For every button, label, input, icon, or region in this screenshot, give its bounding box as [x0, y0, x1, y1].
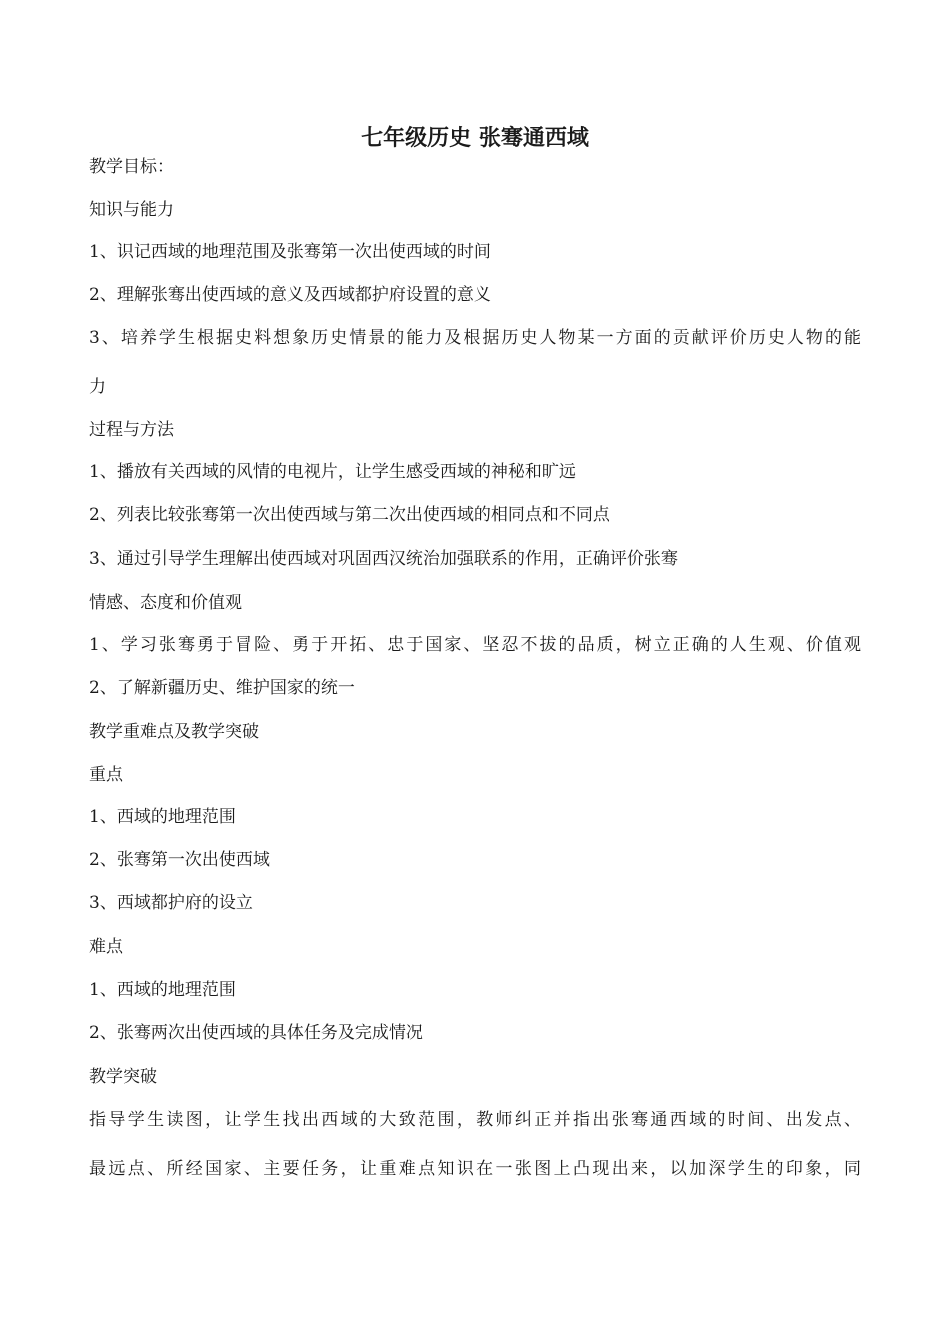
list-item: 3、培养学生根据史料想象历史情景的能力及根据历史人物某一方面的贡献评价历史人物的能: [89, 328, 861, 348]
list-item: 2、张骞第一次出使西域: [89, 850, 270, 870]
list-item: 1、西域的地理范围: [89, 980, 236, 1000]
heading-key-difficult-points: 教学重难点及教学突破: [89, 722, 259, 742]
list-item: 3、西域都护府的设立: [89, 893, 253, 913]
subheading-values: 情感、态度和价值观: [89, 593, 242, 613]
list-item: 2、张骞两次出使西域的具体任务及完成情况: [89, 1023, 423, 1043]
subheading-teaching-breakthrough: 教学突破: [89, 1067, 157, 1087]
document-title: 七年级历史 张骞通西域: [361, 125, 589, 151]
heading-teaching-goals: 教学目标：: [89, 157, 174, 177]
subheading-process-method: 过程与方法: [89, 420, 174, 440]
list-item: 3、通过引导学生理解出使西域对巩固西汉统治加强联系的作用，正确评价张骞: [89, 549, 678, 569]
subheading-key-points: 重点: [89, 765, 123, 785]
list-item: 1、西域的地理范围: [89, 807, 236, 827]
list-item: 2、列表比较张骞第一次出使西域与第二次出使西域的相同点和不同点: [89, 505, 610, 525]
list-item-continuation: 力: [89, 377, 106, 397]
list-item: 1、播放有关西域的风情的电视片，让学生感受西域的神秘和旷远: [89, 462, 576, 482]
list-item: 1、学习张骞勇于冒险、勇于开拓、忠于国家、坚忍不拔的品质，树立正确的人生观、价值观: [89, 635, 861, 655]
subheading-knowledge-ability: 知识与能力: [89, 200, 174, 220]
list-item: 1、识记西域的地理范围及张骞第一次出使西域的时间: [89, 242, 491, 262]
paragraph-line: 指导学生读图，让学生找出西域的大致范围，教师纠正并指出张骞通西域的时间、出发点、: [89, 1110, 861, 1130]
paragraph-line: 最远点、所经国家、主要任务，让重难点知识在一张图上凸现出来，以加深学生的印象，同: [89, 1159, 861, 1179]
list-item: 2、理解张骞出使西域的意义及西域都护府设置的意义: [89, 285, 491, 305]
list-item: 2、了解新疆历史、维护国家的统一: [89, 678, 355, 698]
subheading-difficult-points: 难点: [89, 937, 123, 957]
